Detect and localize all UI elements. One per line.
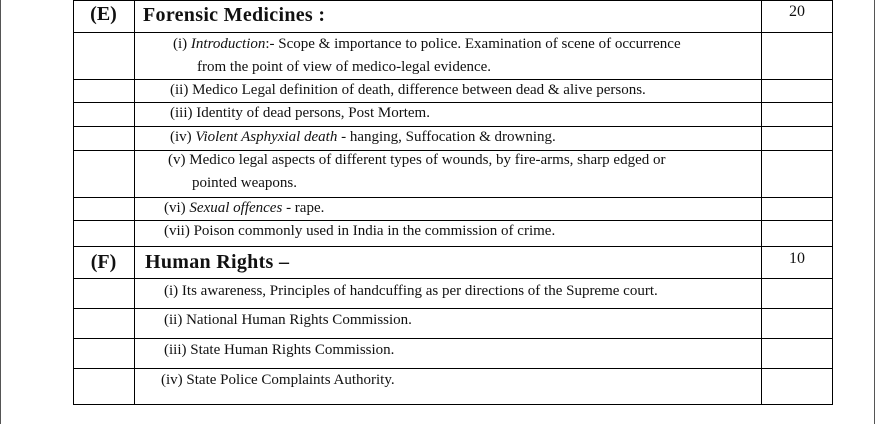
section-code: (F) (90, 251, 117, 273)
item-text-rest: :- Scope & importance to police. Examination of scene of occurrence (265, 36, 681, 52)
item-text-rest: - hanging, Suffocation & drowning. (337, 129, 556, 145)
list-item (161, 369, 395, 392)
table-border-left (73, 0, 74, 405)
item-text-rest: - rape. (282, 200, 325, 216)
item-text: (v) Medico legal aspects of different types of wounds, by fire-arms, sharp edged or (168, 152, 666, 168)
item-text: (iii) State Human Rights Commission. (164, 342, 395, 358)
table-border-right (832, 0, 833, 405)
item-text: (iv) (170, 129, 196, 145)
item-text: (ii) Medico Legal definition of death, difference between dead & alive persons. (170, 82, 646, 98)
item-text: (i) (173, 36, 191, 52)
item-text: (vi) (164, 200, 190, 216)
list-item (170, 79, 646, 102)
item-text: (ii) National Human Rights Commission. (164, 312, 412, 328)
row-line (73, 246, 833, 247)
item-text: (iv) State Police Complaints Authority. (161, 372, 395, 388)
section-title-suffix: : (318, 4, 326, 26)
item-text: (i) Its awareness, Principles of handcuffing as per directions of the Supreme court. (164, 283, 658, 299)
list-item (173, 33, 681, 79)
item-continuation: pointed weapons. (192, 175, 297, 191)
item-emphasis: Sexual offences (189, 200, 283, 216)
list-item (168, 149, 665, 195)
section-title-suffix: – (278, 251, 290, 273)
list-item (164, 220, 555, 243)
section-title: Forensic Medicines (143, 4, 313, 26)
column-divider-marks (761, 0, 762, 405)
item-emphasis: Violent Asphyxial death (195, 129, 338, 145)
section-marks: 20 (789, 3, 805, 20)
page-left-edge (0, 0, 1, 424)
table-border-bottom (73, 404, 833, 405)
item-text: (iii) Identity of dead persons, Post Mortem. (170, 105, 430, 121)
list-item (170, 126, 556, 149)
syllabus-table (73, 0, 833, 405)
item-continuation: from the point of view of medico-legal evidence. (197, 59, 492, 75)
row-line (73, 0, 833, 1)
row-line (73, 278, 833, 279)
section-heading (143, 4, 325, 27)
item-text: (vii) Poison commonly used in India in the commission of crime. (164, 223, 556, 239)
section-title: Human Rights (145, 251, 274, 273)
item-emphasis: Introduction (190, 36, 266, 52)
list-item (164, 309, 412, 332)
column-divider-code (134, 0, 135, 405)
section-code: (E) (90, 3, 117, 25)
list-item (164, 339, 394, 362)
list-item (164, 197, 324, 220)
list-item (170, 102, 430, 125)
section-marks: 10 (789, 250, 805, 267)
list-item (164, 280, 658, 303)
section-heading (145, 251, 289, 274)
